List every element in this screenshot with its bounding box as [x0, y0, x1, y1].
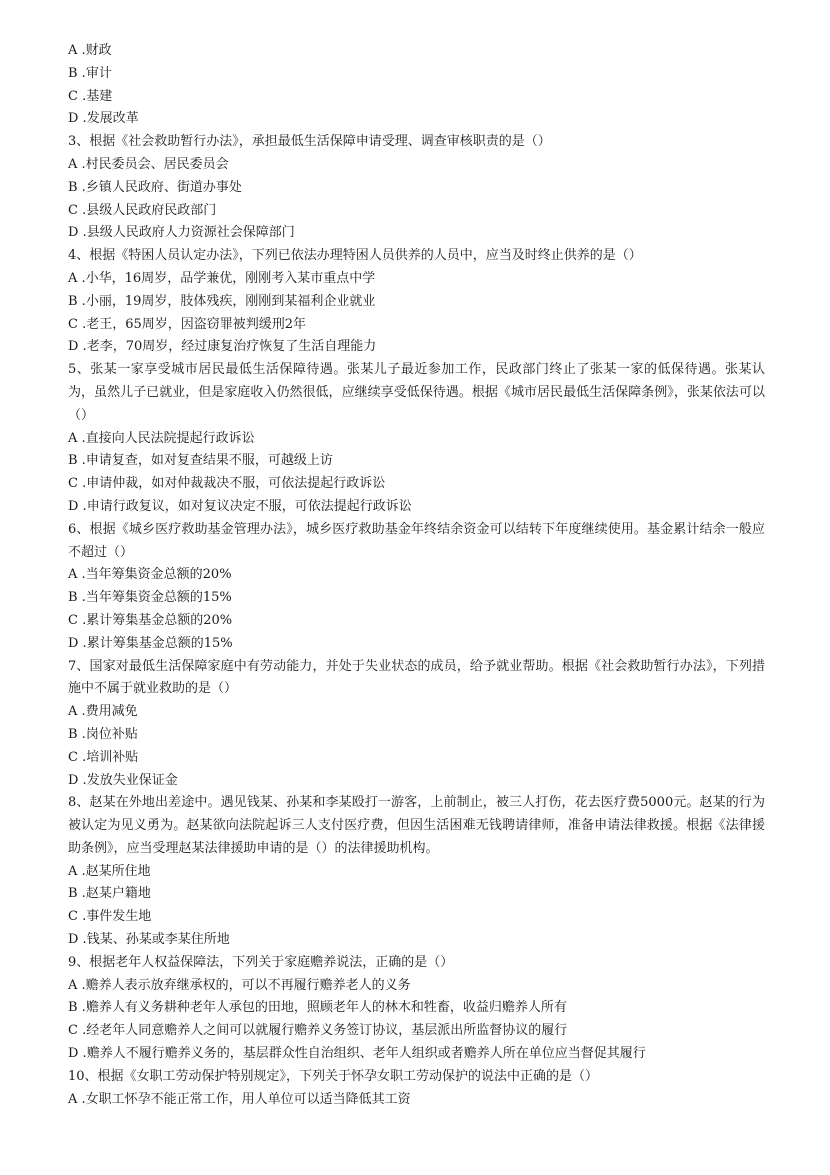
option-d: D .赡养人不履行赡养义务的，基层群众性自治组织、老年人组织或者赡养人所在单位应当督促其履行 — [68, 1046, 646, 1062]
option-d: D .累计筹集基金总额的15% — [68, 635, 233, 651]
option-b: B .乡镇人民政府、街道办事处 — [68, 179, 242, 195]
option-a: A .当年筹集资金总额的20% — [68, 567, 232, 583]
option-b: B .当年筹集资金总额的15% — [68, 590, 232, 606]
question-stem: 6、根据《城乡医疗救助基金管理办法》，城乡医疗救助基金年终结余资金可以结转下年度继续使用。基金累计结余一般应不超过（） — [68, 521, 765, 560]
option-b: B .赡养人有义务耕种老年人承包的田地，照顾老年人的林木和牲畜，收益归赡养人所有 — [68, 1000, 567, 1016]
question-stem: 4、根据《特困人员认定办法》，下列已依法办理特困人员供养的人员中，应当及时终止供养的是（） — [68, 248, 642, 264]
option-a: A .财政 — [68, 43, 112, 58]
question-stem: 3、根据《社会救助暂行办法》，承担最低生活保障申请受理、调查审核职责的是（） — [68, 134, 551, 150]
option-b: B .审计 — [68, 65, 112, 81]
question-stem: 5、张某一家享受城市居民最低生活保障待遇。张某儿子最近参加工作，民政部门终止了张某一家的低保待遇。张某认为，虽然儿子已就业，但是家庭收入仍然很低，应继续享受低保待遇。根据《城市居民最低生活保障条例》，张某依法可以（） — [68, 362, 765, 423]
option-a: A .赡养人表示放弃继承权的，可以不再履行赡养老人的义务 — [68, 977, 411, 993]
option-d: D .钱某、孙某或李某住所地 — [68, 932, 230, 948]
leading-options — [68, 40, 765, 131]
option-c: C .累计筹集基金总额的20% — [68, 612, 233, 628]
question-stem: 10、根据《女职工劳动保护特别规定》，下列关于怀孕女职工劳动保护的说法中正确的是（） — [68, 1068, 599, 1084]
option-c: C .培训补贴 — [68, 749, 139, 765]
question-stem: 8、赵某在外地出差途中。遇见钱某、孙某和李某殴打一游客，上前制止，被三人打伤，花去医疗费5000元。赵某的行为被认定为见义勇为。赵某欲向法院起诉三人支付医疗费，但因生活困难无钱聘请律师，准备申请法律救援。根据《法律援助条例》，应当受理赵某法律援助申请的是（）的法律援助机构。 — [68, 795, 765, 856]
question-stem: 7、国家对最低生活保障家庭中有劳动能力，并处于失业状态的成员，给予就业帮助。根据《社会救助暂行办法》，下列措施中不属于就业救助的是（） — [68, 658, 765, 697]
option-c: C .申请仲裁，如对仲裁裁决不服，可依法提起行政诉讼 — [68, 476, 386, 492]
option-b: B .赵某户籍地 — [68, 886, 151, 902]
question-9 — [68, 952, 765, 1066]
question-3 — [68, 131, 765, 245]
question-6 — [68, 519, 765, 656]
option-b: B .岗位补贴 — [68, 726, 138, 742]
option-a: A .费用减免 — [68, 704, 138, 720]
option-c: C .经老年人同意赡养人之间可以就履行赡养义务签订协议，基层派出所监督协议的履行 — [68, 1023, 568, 1039]
option-d: D .县级人民政府人力资源社会保障部门 — [68, 225, 295, 241]
option-d: D .发放失业保证金 — [68, 772, 178, 788]
option-a: A .赵某所住地 — [68, 863, 151, 879]
option-c: C .基建 — [68, 88, 113, 104]
option-c: C .老王，65周岁，因盗窃罪被判缓刑2年 — [68, 316, 307, 332]
option-d: D .申请行政复议，如对复议决定不服，可依法提起行政诉讼 — [68, 498, 412, 514]
question-7 — [68, 656, 765, 793]
option-a: A .直接向人民法院提起行政诉讼 — [68, 430, 255, 446]
question-5 — [68, 359, 765, 519]
option-c: C .县级人民政府民政部门 — [68, 202, 217, 218]
option-c: C .事件发生地 — [68, 909, 152, 925]
option-a: A .女职工怀孕不能正常工作，用人单位可以适当降低其工资 — [68, 1091, 411, 1107]
option-b: B .申请复查，如对复查结果不服，可越级上访 — [68, 453, 333, 469]
option-d: D .老李，70周岁，经过康复治疗恢复了生活自理能力 — [68, 339, 377, 355]
option-a: A .小华，16周岁，品学兼优，刚刚考入某市重点中学 — [68, 270, 376, 286]
question-8 — [68, 792, 765, 952]
question-4 — [68, 245, 765, 359]
option-b: B .小丽，19周岁，肢体残疾，刚刚到某福利企业就业 — [68, 293, 376, 309]
option-d: D .发展改革 — [68, 111, 139, 127]
question-stem: 9、根据老年人权益保障法，下列关于家庭赡养说法，正确的是（） — [68, 954, 454, 970]
document-page — [68, 40, 765, 1111]
question-10 — [68, 1066, 765, 1112]
option-a: A .村民委员会、居民委员会 — [68, 156, 229, 172]
